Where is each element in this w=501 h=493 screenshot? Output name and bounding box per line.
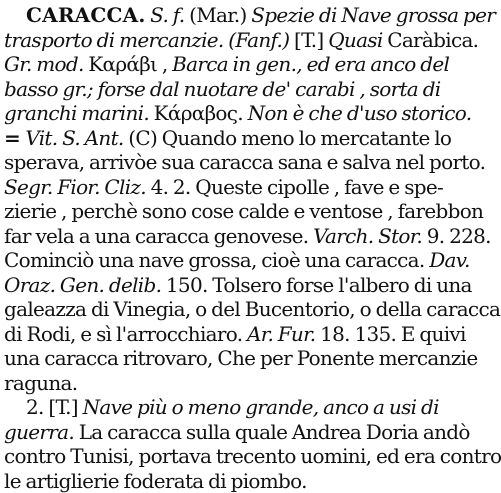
italic-text: S. f. (150, 3, 184, 27)
italic-text: granchi marini. (4, 101, 149, 125)
entry-text: 150. Tolsero forse l'albero di una (161, 273, 472, 297)
entry-text: 9. 228. (422, 224, 491, 248)
entry-line (4, 77, 469, 102)
entry-text: raguna. (4, 371, 77, 395)
italic-text: Quasi (328, 28, 382, 52)
entry-text: (Mar.) (184, 3, 251, 27)
entry-line (4, 3, 469, 28)
entry-text: far vela a una caracca genovese. (4, 224, 313, 248)
entry-text: sperava, arrivòe sua caracca sana e salva nel porto. (4, 150, 485, 174)
entry-line (4, 395, 469, 420)
entry-text: 18. 135. E quivi (315, 322, 465, 346)
italic-text: Segr. Fior. Cliz. (4, 175, 146, 199)
entry-text: di Rodi, e sì l'arrocchiaro. (4, 322, 247, 346)
italic-text: basso gr.; forse dal nuotare de' carabi , sorta di (4, 77, 441, 101)
italic-text: guerra. (4, 420, 74, 444)
italic-text: Dav. (429, 248, 469, 272)
entry-line (4, 322, 469, 347)
entry-line (4, 52, 469, 77)
italic-text: Barca in gen., ed era anco del (172, 52, 449, 76)
entry-text: Caràbica. (383, 28, 479, 52)
entry-line (4, 126, 469, 151)
entry-line (4, 150, 469, 175)
italic-text: Varch. Stor. (313, 224, 422, 248)
entry-text: una caracca ritrovaro, Che per Ponente mercanzie (4, 346, 477, 370)
italic-text: Non è che d'uso storico. (248, 101, 472, 125)
entry-line (4, 469, 469, 493)
entry-line (4, 420, 469, 445)
entry-text: galeazza di Vinegia, o del Bucentorio, o della caracca (4, 297, 500, 321)
italic-text: Gr. mod. (4, 52, 84, 76)
headword: CARACCA. (26, 3, 146, 27)
entry-line (4, 444, 469, 469)
entry-text: (C) Quando meno lo mercatante lo (124, 126, 452, 150)
entry-text: [T.] (289, 28, 328, 52)
entry-text: le artiglierie foderata di piombo. (4, 469, 307, 493)
entry-text: contro Tunisi, portava trecento uomini, ed era contro (4, 444, 501, 468)
entry-line (4, 371, 469, 396)
entry-text: zierie , perchè sono cose calde e ventose , farebbon (4, 199, 483, 223)
entry-text: Κάραβος. (149, 101, 248, 125)
entry-line (4, 224, 469, 249)
italic-text: Vit. S. Ant. (25, 126, 123, 150)
entry-text: Cominciò una nave grossa, cioè una caracca. (4, 248, 429, 272)
entry-line (4, 28, 469, 53)
italic-text: Spezie di Nave grossa per (251, 3, 495, 27)
entry-line (4, 199, 469, 224)
entry-line (4, 175, 469, 200)
entry-text: Καράβι , (84, 52, 173, 76)
italic-text: Nave più o meno grande, anco a usi di (83, 395, 439, 419)
entry-text: 2. [T.] (26, 395, 83, 419)
entry-text: = (4, 126, 25, 150)
entry-line (4, 101, 469, 126)
entry-text: La caracca sulla quale Andrea Doria andò (74, 420, 470, 444)
italic-text: Ar. Fur. (247, 322, 315, 346)
entry-line (4, 248, 469, 273)
entry-line (4, 297, 469, 322)
entry-line (4, 346, 469, 371)
italic-text: trasporto di mercanzie. (Fanf.) (4, 28, 289, 52)
entry-line (4, 273, 469, 298)
entry-text: 4. 2. Queste cipolle , fave e spe- (146, 175, 443, 199)
italic-text: Oraz. Gen. delib. (4, 273, 161, 297)
